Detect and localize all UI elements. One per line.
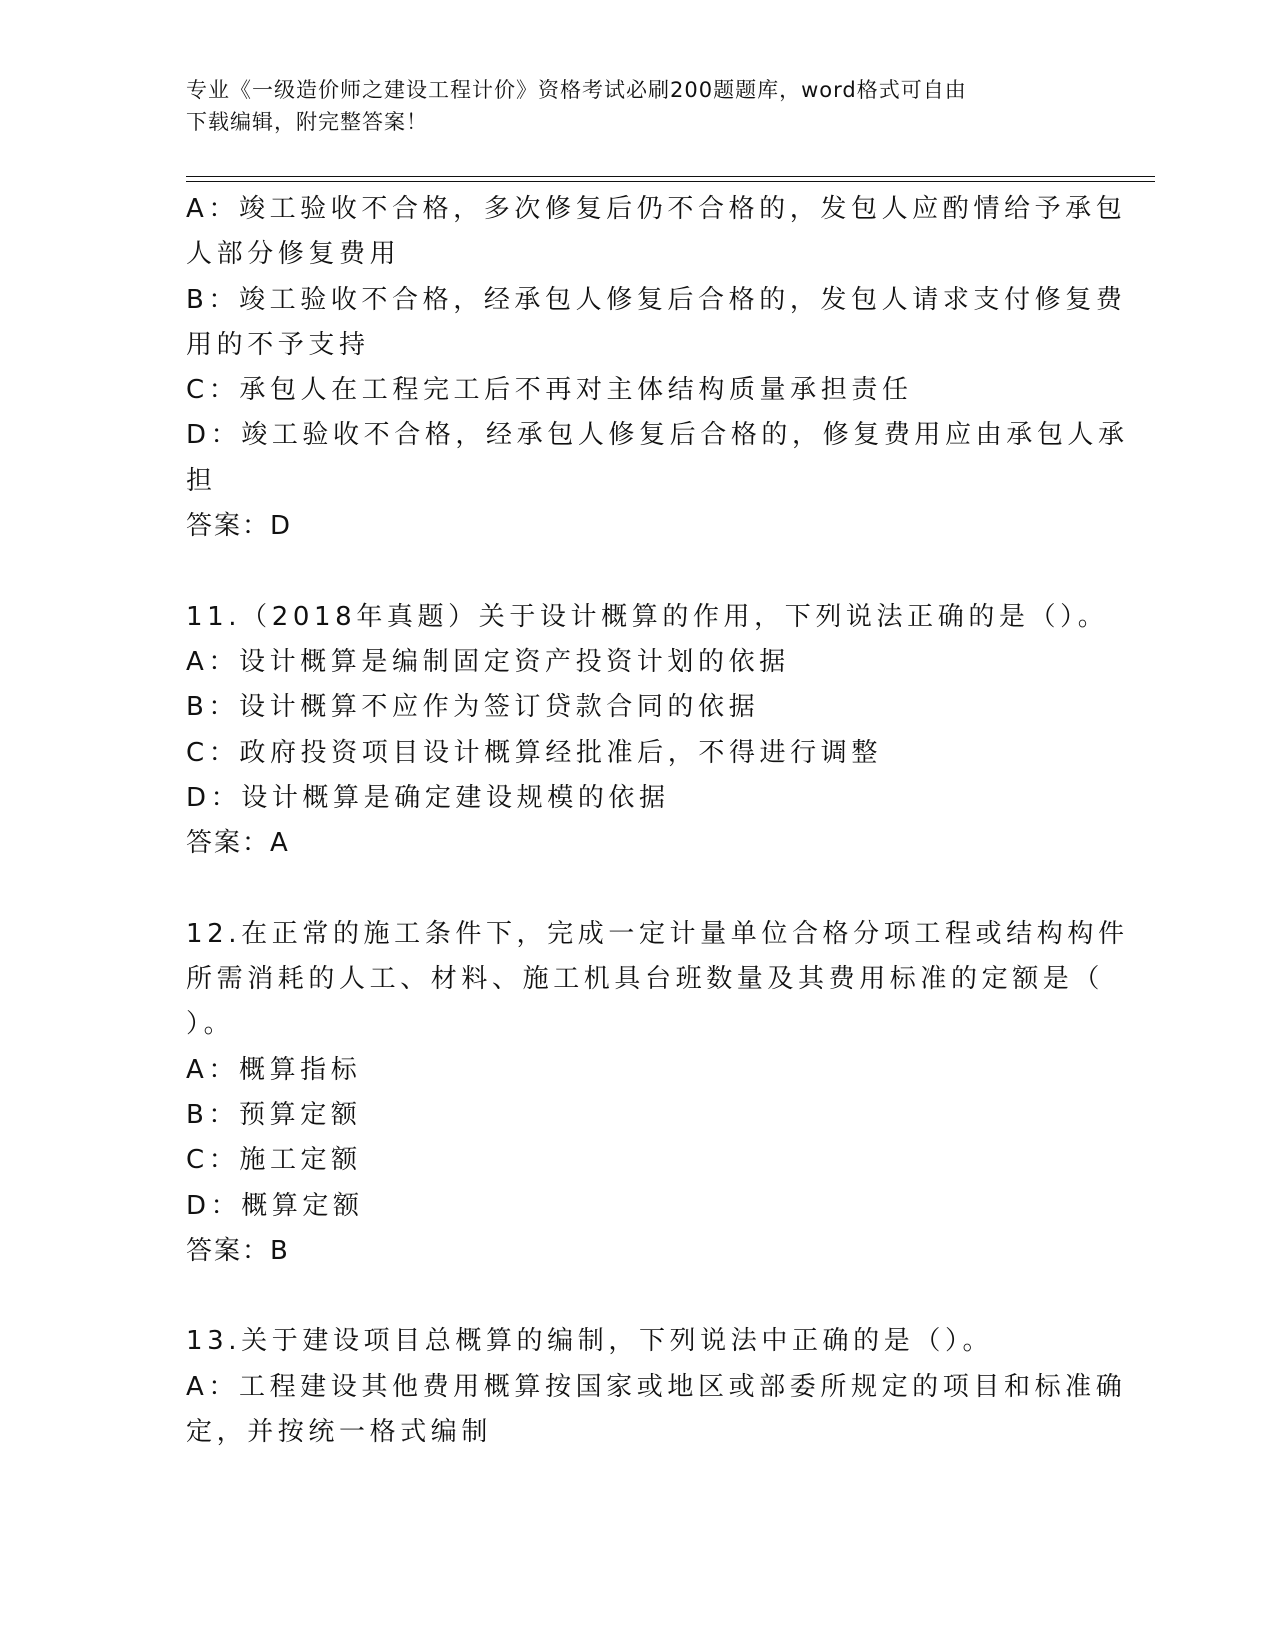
question-stem-line-2: 所需消耗的人工、材料、施工机具台班数量及其费用标准的定额是（ (186, 964, 1105, 995)
question-content (186, 187, 1129, 1455)
spacer (186, 549, 1066, 594)
header-line-2: 下载编辑，附完整答案！ (186, 110, 428, 134)
header-line-1: 专业《一级造价师之建设工程计价》资格考试必刷200题题库，word格式可自由 (186, 78, 967, 102)
option-d-line-1: D：竣工验收不合格，经承包人修复后合格的，修复费用应由承包人承 (186, 420, 1129, 451)
header-rule-top (186, 176, 1155, 177)
option-d: D：设计概算是确定建设规模的依据 (186, 782, 670, 813)
question-13 (186, 1319, 1127, 1455)
option-a: A：设计概算是编制固定资产投资计划的依据 (186, 646, 790, 677)
option-a-line-1: A：竣工验收不合格，多次修复后仍不合格的，发包人应酌情给予承包 (186, 194, 1127, 224)
question-stem: 13.关于建设项目总概算的编制，下列说法中正确的是（）。 (186, 1326, 994, 1357)
document-header (186, 74, 1086, 138)
question-stem-line-3: ）。 (186, 1009, 235, 1040)
option-a-line-2: 人部分修复费用 (186, 239, 401, 270)
option-c: C：承包人在工程完工后不再对主体结构质量承担责任 (186, 375, 913, 406)
question-stem-line-1: 12.在正常的施工条件下，完成一定计量单位合格分项工程或结构构件 (186, 918, 1129, 949)
option-a-line-1: A：工程建设其他费用概算按国家或地区或部委所规定的项目和标准确 (186, 1371, 1127, 1402)
option-b: B：设计概算不应作为签订贷款合同的依据 (186, 692, 760, 723)
spacer (186, 1274, 1066, 1319)
question-11 (186, 595, 1109, 867)
option-b-line-1: B：竣工验收不合格，经承包人修复后合格的，发包人请求支付修复费 (186, 284, 1127, 315)
header-rule-bottom (186, 181, 1155, 182)
option-a-line-2: 定，并按统一格式编制 (186, 1417, 493, 1448)
option-b: B：预算定额 (186, 1099, 362, 1130)
option-c: C：政府投资项目设计概算经批准后，不得进行调整 (186, 737, 882, 768)
option-c: C：施工定额 (186, 1145, 362, 1176)
question-10 (186, 187, 1129, 549)
spacer (186, 866, 1066, 911)
option-d-line-2: 担 (186, 465, 217, 496)
option-a: A：概算指标 (186, 1054, 362, 1085)
answer: 答案：A (186, 828, 290, 859)
question-stem: 11.（2018年真题）关于设计概算的作用，下列说法正确的是（）。 (186, 601, 1109, 632)
question-12 (186, 912, 1129, 1274)
option-d: D：概算定额 (186, 1190, 364, 1221)
answer: 答案：D (186, 511, 293, 542)
option-b-line-2: 用的不予支持 (186, 329, 370, 360)
answer: 答案：B (186, 1235, 290, 1266)
